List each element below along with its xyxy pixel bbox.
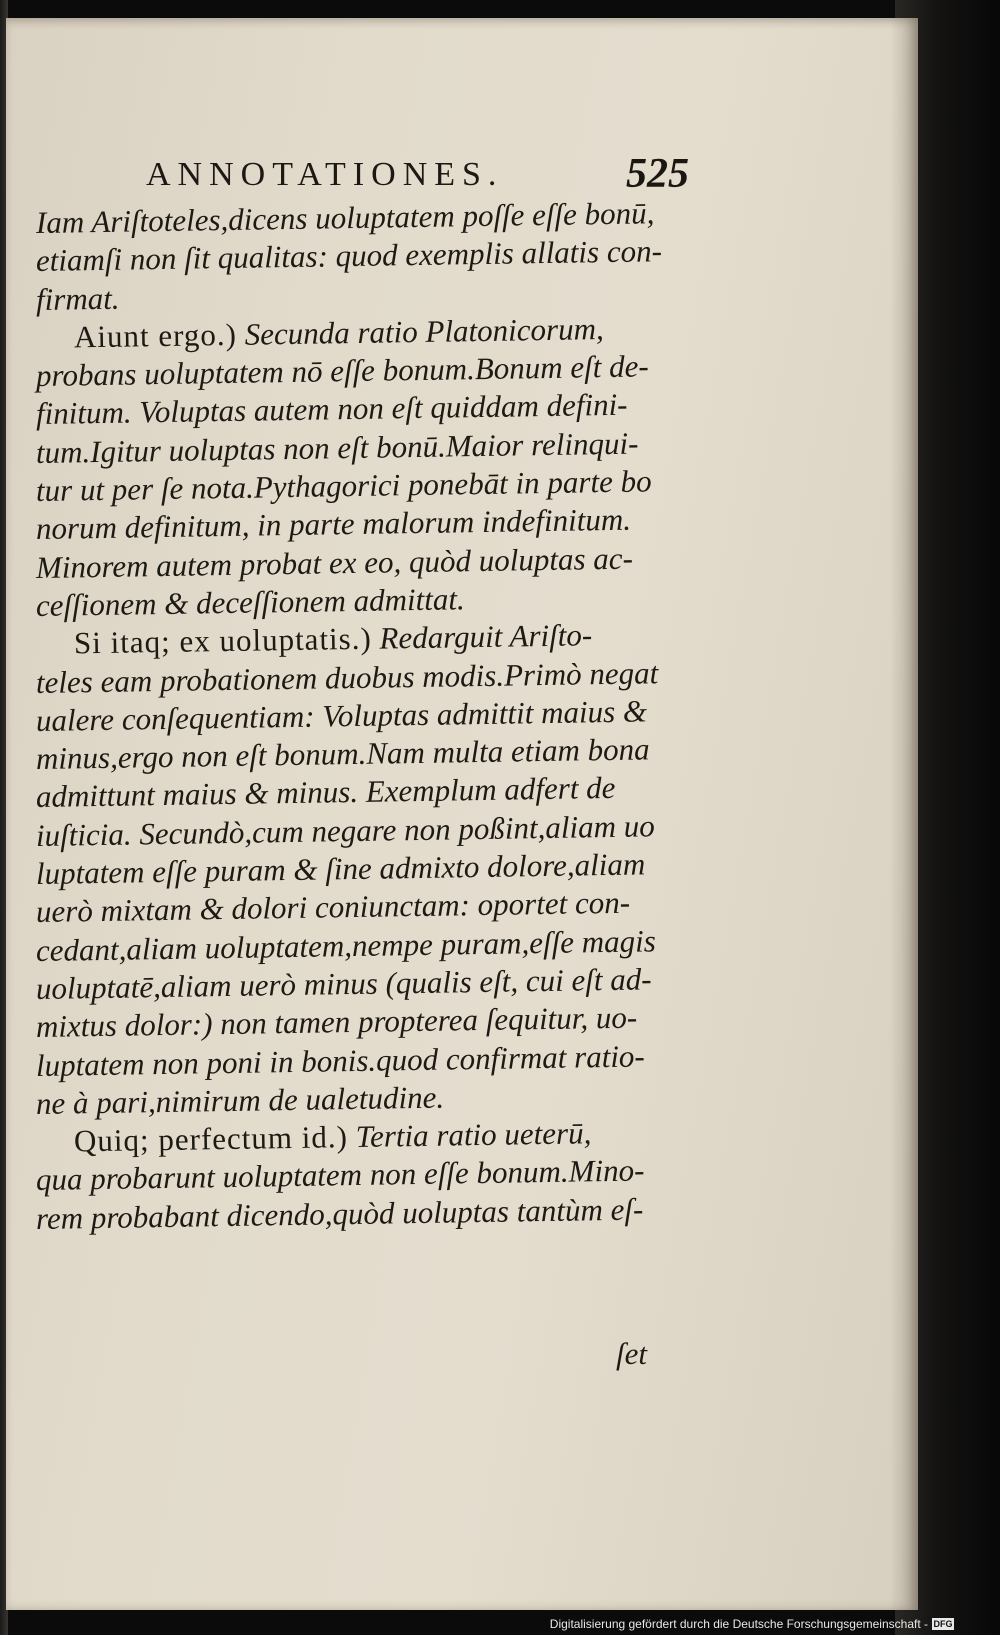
line-text: etiamſi non ſit qualitas: quod exemplis allatis con- <box>35 233 663 279</box>
line-text: Redarguit Ariſto- <box>371 617 593 656</box>
digitization-credit: Digitalisierung gefördert durch die Deutsche Forschungsgemeinschaft - <box>549 1617 928 1631</box>
line-text: tum.Igitur uoluptas non eſt bonū.Maior relinqui- <box>35 425 639 470</box>
line-text: iuſticia. Secundò,cum negare non poßint,aliam uo <box>35 808 655 853</box>
line-text: finitum. Voluptas autem non eſt quiddam defini- <box>35 387 628 432</box>
book-page <box>6 18 918 1610</box>
line-text: tur ut per ſe nota.Pythagorici ponebāt in parte bo <box>35 463 652 509</box>
lemma: Si itaq; ex uoluptatis.) <box>73 620 373 661</box>
body-text <box>35 195 696 1238</box>
line-text: ceſſionem & deceſſionem admittat. <box>35 581 465 623</box>
line-text: Tertia ratio ueterū, <box>347 1115 592 1155</box>
page-number: 525 <box>626 151 689 197</box>
catchword: ſet <box>616 1336 647 1371</box>
line-text: Minorem autem probat ex eo, quòd uoluptas ac- <box>35 540 634 585</box>
line-text: ne à pari,nimirum de ualetudine. <box>35 1079 445 1121</box>
line-text: luptatem eſſe puram & ſine admixto dolore,aliam <box>35 846 646 892</box>
line-text: firmat. <box>35 280 120 317</box>
line-text: uoluptatē,aliam uerò minus (qualis eſt, cui eſt ad- <box>35 961 652 1006</box>
running-head <box>6 148 918 204</box>
line-text: teles eam probationem duobus modis.Primò negat <box>35 654 659 700</box>
line-text: qua probarunt uoluptatem non eſſe bonum.Mino- <box>35 1152 645 1198</box>
running-title: ANNOTATIONES. <box>146 156 504 193</box>
line-text: minus,ergo non eſt bonum.Nam multa etiam bona <box>35 731 650 777</box>
line-text: rem probabant dicendo,quòd uoluptas tantùm eſ- <box>35 1191 644 1236</box>
line-text: mixtus dolor:) non tamen propterea ſequitur, uo- <box>35 999 638 1045</box>
page-curl-shadow <box>890 18 918 1610</box>
line-text: uerò mixtam & dolori coniunctam: oportet con- <box>35 885 631 930</box>
line-text: Iam Ariſtoteles,dicens uoluptatem poſſe eſſe bonū, <box>35 195 655 240</box>
lemma: Aiunt ergo.) <box>73 316 238 355</box>
line-text: admittunt maius & minus. Exemplum adfert de <box>35 770 616 815</box>
line-text: luptatem non poni in bonis.quod confirmat ratio- <box>35 1037 646 1083</box>
dfg-logo-icon: DFG <box>933 1619 953 1629</box>
lemma: Quiq; perfectum id.) <box>73 1119 349 1159</box>
line-text: ualere conſequentiam: Voluptas admittit maius & <box>35 693 648 738</box>
line-text: norum definitum, in parte malorum indefinitum. <box>35 502 632 547</box>
line-text: cedant,aliam uoluptatem,nempe puram,eſſe magis <box>35 922 657 968</box>
line-text: Secunda ratio Platonicorum, <box>236 310 604 352</box>
line-text: probans uoluptatem nō eſſe bonum.Bonum eſt de- <box>35 348 649 394</box>
